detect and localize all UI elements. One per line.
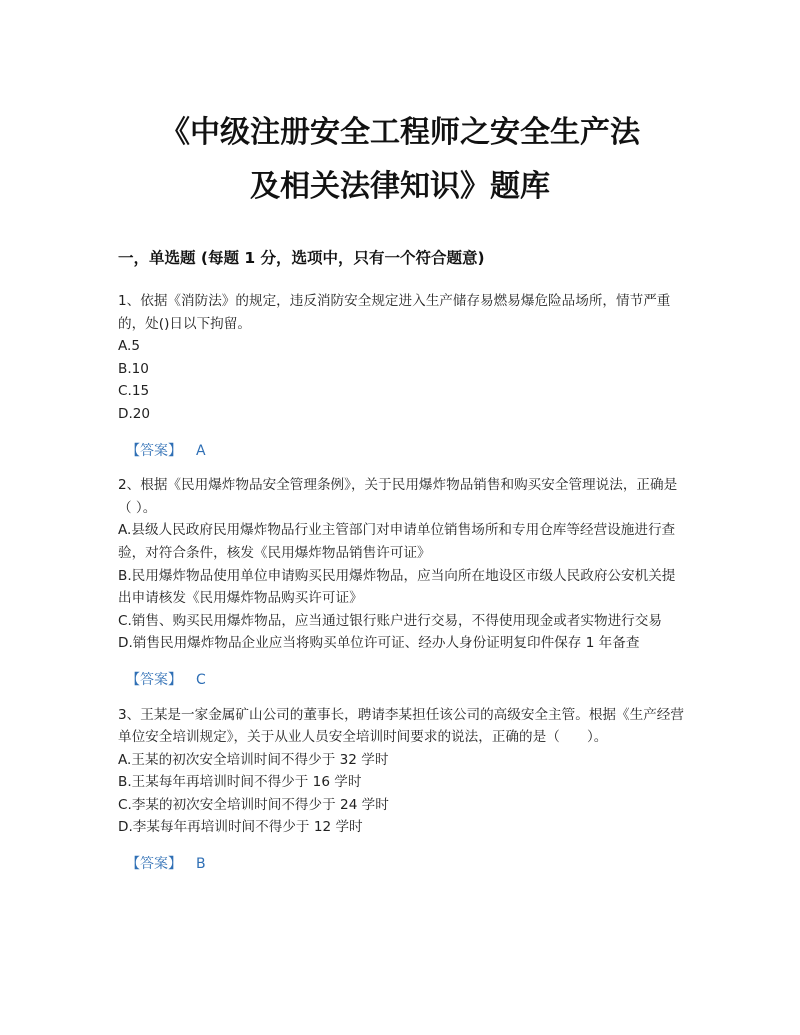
question-stem: 3、王某是一家金属矿山公司的董事长，聘请李某担任该公司的高级安全主管。根据《生产经营单位安全培训规定》，关于从业人员安全培训时间要求的说法，正确的是（ ）。 — [118, 706, 684, 746]
option-b: B.民用爆炸物品使用单位申请购买民用爆炸物品，应当向所在地设区市级人民政府公安机关提出申请核发《民用爆炸物品购买许可证》 — [118, 567, 676, 607]
document-title — [100, 106, 700, 214]
option-a: A.5 — [118, 338, 141, 355]
question-stem: 1、依据《消防法》的规定，违反消防安全规定进入生产储存易燃易爆危险品场所，情节严重的，处()日以下拘留。 — [118, 293, 671, 332]
option-c: C.15 — [118, 383, 150, 400]
question-2 — [118, 474, 684, 691]
question-1 — [118, 290, 684, 462]
option-b: B.10 — [118, 360, 149, 377]
option-d: D.20 — [118, 405, 151, 422]
question-stem: 2、根据《民用爆炸物品安全管理条例》，关于民用爆炸物品销售和购买安全管理说法，正确是（ ）。 — [118, 477, 678, 516]
answer-value: B — [196, 856, 206, 873]
option-a: A.县级人民政府民用爆炸物品行业主管部门对申请单位销售场所和专用仓库等经营设施进行查验，对符合条件，核发《民用爆炸物品销售许可证》 — [118, 522, 676, 561]
answer-value: A — [196, 442, 206, 459]
answer-label: 【答案】 — [126, 442, 182, 459]
title-line-2: 及相关法律知识》题库 — [250, 169, 550, 204]
answer-line — [126, 440, 684, 463]
question-3 — [118, 704, 684, 876]
title-line-1: 《中级注册安全工程师之安全生产法 — [160, 115, 640, 150]
answer-line — [126, 669, 684, 692]
answer-line — [126, 853, 684, 876]
answer-value: C — [196, 671, 206, 688]
question-list — [118, 290, 684, 888]
option-c: C.李某的初次安全培训时间不得少于 24 学时 — [118, 796, 389, 813]
answer-label: 【答案】 — [126, 671, 182, 688]
option-d: D.销售民用爆炸物品企业应当将购买单位许可证、经办人身份证明复印件保存 1 年备查 — [118, 635, 640, 652]
option-d: D.李某每年再培训时间不得少于 12 学时 — [118, 819, 363, 836]
option-c: C.销售、购买民用爆炸物品，应当通过银行账户进行交易，不得使用现金或者实物进行交易 — [118, 612, 662, 629]
answer-label: 【答案】 — [126, 856, 182, 873]
option-b: B.王某每年再培训时间不得少于 16 学时 — [118, 774, 362, 791]
section-heading: 一，单选题 (每题 1 分，选项中，只有一个符合题意) — [118, 249, 485, 267]
option-a: A.王某的初次安全培训时间不得少于 32 学时 — [118, 751, 389, 768]
